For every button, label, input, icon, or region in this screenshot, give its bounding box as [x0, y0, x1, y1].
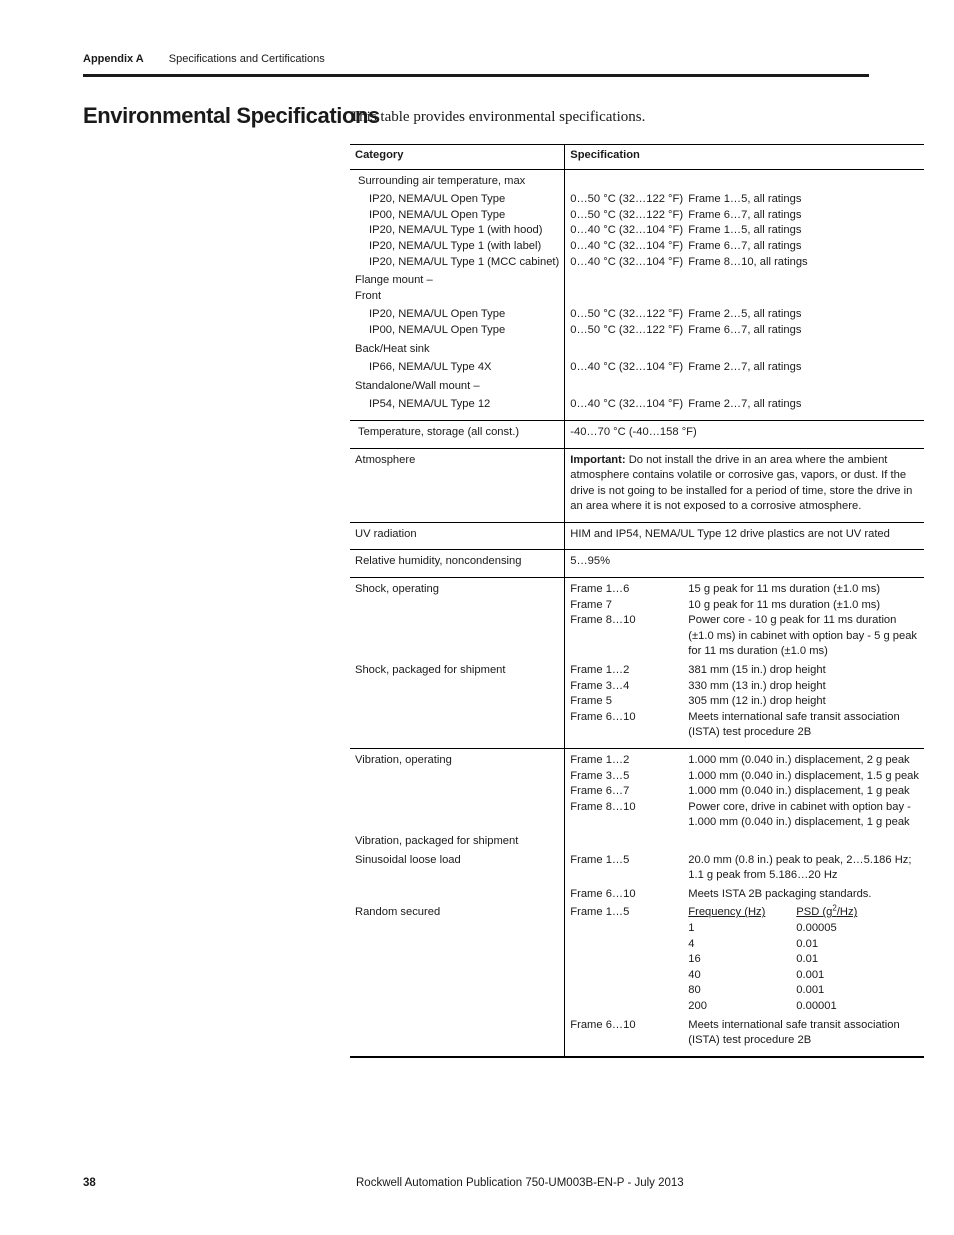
category-cell: Relative humidity, noncondensing: [350, 550, 565, 578]
header-specification: Specification: [565, 145, 924, 170]
table-row: [350, 448, 924, 522]
running-header: [83, 53, 325, 65]
header-rule: [83, 74, 869, 77]
spec-cell: [565, 448, 924, 522]
spec-cell: 0…50 °C (32…122 °F) Frame 1…5, all ratings 0…50 °C (32…122 °F) Frame 6…7, all ratings 0…40 °C (32…104 °F) Frame 1…5, all ratings 0…40 °C (32…104 °F) Frame 6…7, all ratings 0…40 °C (32…104 °F) Frame 8…10, all ratings 0…50 °C (32…122 °F) Frame 2…5, all ratings 0…50 °C (32…122 °F) Frame 6…7, all ratings 0…40 °C (32…104 °F) Frame 2…7, all ratings 0…40 °C (32…104 °F) Frame 2…7, all ratings: [565, 169, 924, 420]
intro-text: This table provides environmental specifications.: [350, 109, 646, 125]
category-cell: UV radiation: [350, 522, 565, 550]
appendix-label: Appendix A: [83, 53, 144, 65]
psd-row: 4 0.01: [688, 937, 819, 950]
psd-header-frequency: Frequency (Hz): [688, 906, 766, 919]
psd-row: 40 0.001: [688, 968, 825, 981]
important-label: Important:: [570, 453, 626, 466]
psd-row: 200 0.00001: [688, 999, 837, 1012]
table-header-row: [350, 145, 924, 170]
table-row: [350, 578, 924, 749]
section-label: Specifications and Certifications: [168, 53, 325, 65]
psd-row: 16 0.01: [688, 953, 819, 966]
category-cell: Shock, operating Shock, packaged for shipment: [350, 578, 565, 749]
table-row: [350, 169, 924, 420]
spec-cell: Frame 1…2 1.000 mm (0.040 in.) displacement, 2 g peak Frame 3…5 1.000 mm (0.040 in.) displacement, 1.5 g peak Frame 6…7 1.000 mm (0.040 in.) displacement, 1 g peak Frame 8…10 Power core, drive in cabinet with option bay - 1.000 mm (0.040 in.) displacement, 1 g peak Frame 1…5 20.0 mm (0.8 in.) peak to peak, 2…5.186 Hz; 1.1 g peak from 5.186…20 Hz Frame 6…10 Meets ISTA 2B packaging standards. Frame 1…5 Frequency (Hz) PSD $(g^2/Hz)$ 1 0.00005 4 0.01 16 0.01 40 0.001 80 0.001 200 0.00001 Frame 6…10 Meets international safe transit association (ISTA) test procedure 2B: [565, 749, 924, 1057]
table-row: [350, 420, 924, 448]
spec-cell: 5…95%: [565, 550, 924, 578]
spec-cell: Frame 1…6 15 g peak for 11 ms duration (±1.0 ms) Frame 7 10 g peak for 11 ms duration (±1.0 ms) Frame 8…10 Power core - 10 g peak for 11 ms duration (±1.0 ms) in cabinet with option bay - 5 g peak for 11 ms duration (±1.0 ms) Frame 1…2 381 mm (15 in.) drop height Frame 3…4 330 mm (13 in.) drop height Frame 5 305 mm (12 in.) drop height Frame 6…10 Meets international safe transit association (ISTA) test procedure 2B: [565, 578, 924, 749]
category-cell: Vibration, operating Vibration, packaged for shipment Sinusoidal loose load Random secured: [350, 749, 565, 1057]
category-cell: Atmosphere: [350, 448, 565, 522]
psd-row: 80 0.001: [688, 984, 825, 997]
psd-table: [688, 905, 919, 1014]
important-text: Do not install the drive in an area where the ambient atmosphere contains volatile or corrosive gas, vapors, or dust. If the drive is not going to be installed for a period of time, store the drive in an area where it is not exposed to a corrosive atmosphere.: [570, 453, 913, 513]
header-category: Category: [350, 145, 565, 170]
publication-footer: Rockwell Automation Publication 750-UM003B-EN-P - July 2013: [356, 1177, 684, 1189]
page-title: Environmental Specifications: [83, 103, 380, 128]
psd-row: 1 0.00005: [688, 921, 837, 934]
table-row: [350, 550, 924, 578]
table-row: [350, 522, 924, 550]
spec-cell: -40…70 °C (-40…158 °F): [565, 420, 924, 448]
spec-cell: HIM and IP54, NEMA/UL Type 12 drive plastics are not UV rated: [565, 522, 924, 550]
category-cell: Temperature, storage (all const.): [350, 420, 565, 448]
category-cell: Surrounding air temperature, max IP20, NEMA/UL Open Type IP00, NEMA/UL Open Type IP20, NEMA/UL Type 1 (with hood) IP20, NEMA/UL Type 1 (with label) IP20, NEMA/UL Type 1 (MCC cabinet) Flange mount – Front IP20, NEMA/UL Open Type IP00, NEMA/UL Open Type Back/Heat sink IP66, NEMA/UL Type 4X Standalone/Wall mount – IP54, NEMA/UL Type 12: [350, 169, 565, 420]
environmental-spec-table: [350, 144, 924, 1058]
psd-header-psd: PSD $(g^2/Hz)$: [796, 903, 858, 919]
page-number: 38: [83, 1177, 96, 1189]
table-row: [350, 749, 924, 1057]
